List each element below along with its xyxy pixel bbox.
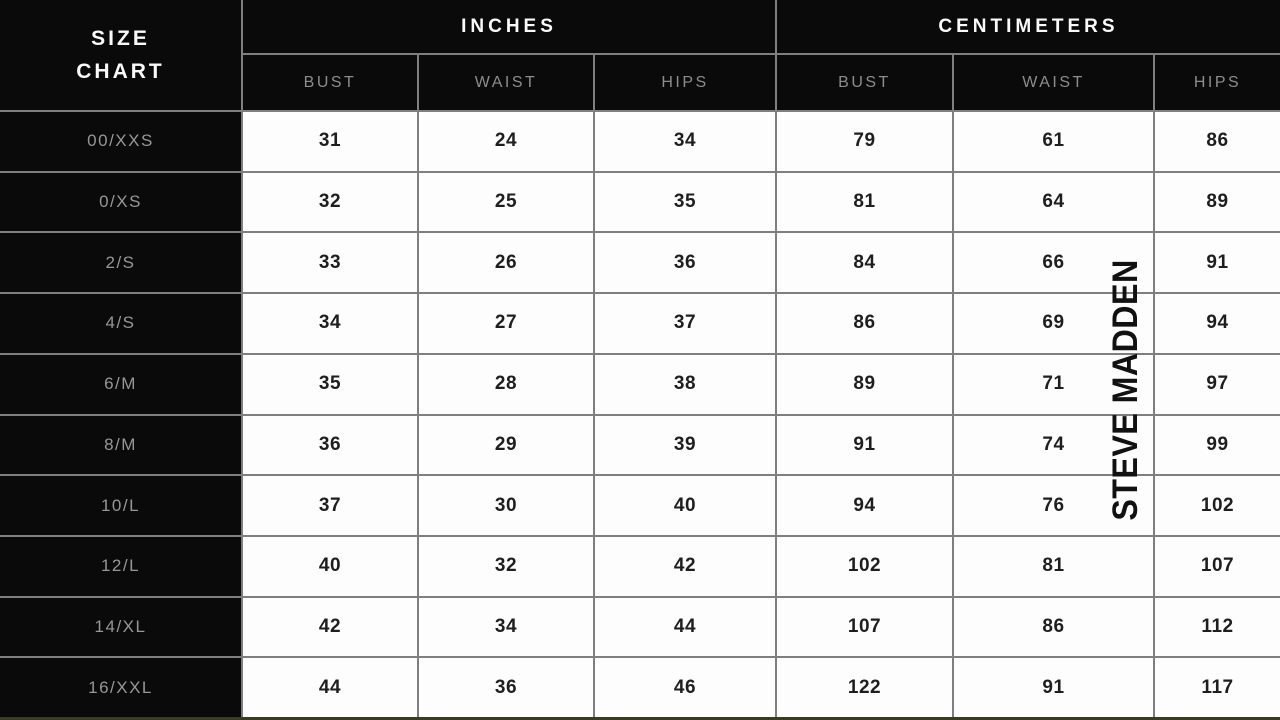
cell-cm-bust: 79: [777, 112, 952, 171]
cell-inches-waist: 27: [419, 294, 593, 353]
cell-inches-bust: 35: [243, 355, 417, 414]
cell-inches-waist: 34: [419, 598, 593, 657]
cell-inches-hips: 34: [595, 112, 775, 171]
cell-inches-hips: 42: [595, 537, 775, 596]
column-header-cm-hips: HIPS: [1155, 55, 1280, 110]
cell-cm-waist: 61: [954, 112, 1153, 171]
cell-cm-bust: 102: [777, 537, 952, 596]
steve-madden-logo: STEVE MADDEN: [1106, 259, 1145, 521]
row-size-label: 4/S: [0, 294, 241, 353]
cell-inches-hips: 37: [595, 294, 775, 353]
cell-cm-waist: 66: [954, 233, 1153, 292]
cell-inches-hips: 44: [595, 598, 775, 657]
cell-cm-waist: 64: [954, 173, 1153, 232]
cell-cm-waist: 91: [954, 658, 1153, 717]
cell-inches-waist: 29: [419, 416, 593, 475]
cell-inches-hips: 40: [595, 476, 775, 535]
column-group-inches: INCHES: [243, 0, 775, 53]
row-size-label: 8/M: [0, 416, 241, 475]
cell-inches-bust: 44: [243, 658, 417, 717]
cell-cm-hips: 94: [1155, 294, 1280, 353]
row-size-label: 14/XL: [0, 598, 241, 657]
cell-inches-waist: 24: [419, 112, 593, 171]
size-chart-title-line1: SIZE: [91, 27, 150, 50]
cell-cm-waist: 81: [954, 537, 1153, 596]
cell-cm-hips: 99: [1155, 416, 1280, 475]
row-size-label: 0/XS: [0, 173, 241, 232]
cell-inches-hips: 39: [595, 416, 775, 475]
cell-cm-hips: 86: [1155, 112, 1280, 171]
cell-cm-waist: 76: [954, 476, 1153, 535]
size-chart-title: [0, 0, 241, 110]
cell-cm-hips: 112: [1155, 598, 1280, 657]
row-size-label: 6/M: [0, 355, 241, 414]
cell-cm-hips: 89: [1155, 173, 1280, 232]
cell-cm-waist: 74: [954, 416, 1153, 475]
cell-cm-bust: 107: [777, 598, 952, 657]
row-size-label: 16/XXL: [0, 658, 241, 717]
cell-cm-bust: 89: [777, 355, 952, 414]
cell-inches-bust: 37: [243, 476, 417, 535]
cell-cm-waist: 71: [954, 355, 1153, 414]
cell-inches-waist: 36: [419, 658, 593, 717]
cell-cm-hips: 91: [1155, 233, 1280, 292]
row-size-label: 10/L: [0, 476, 241, 535]
cell-inches-waist: 30: [419, 476, 593, 535]
column-header-inches-waist: WAIST: [419, 55, 593, 110]
cell-cm-waist: 69: [954, 294, 1153, 353]
column-group-centimeters: CENTIMETERS: [777, 0, 1280, 53]
cell-inches-hips: 38: [595, 355, 775, 414]
cell-inches-waist: 25: [419, 173, 593, 232]
column-header-inches-bust: BUST: [243, 55, 417, 110]
cell-inches-bust: 42: [243, 598, 417, 657]
cell-inches-bust: 34: [243, 294, 417, 353]
row-size-label: 00/XXS: [0, 112, 241, 171]
cell-inches-bust: 31: [243, 112, 417, 171]
cell-inches-bust: 36: [243, 416, 417, 475]
cell-cm-hips: 117: [1155, 658, 1280, 717]
column-header-inches-hips: HIPS: [595, 55, 775, 110]
cell-inches-bust: 32: [243, 173, 417, 232]
cell-inches-bust: 33: [243, 233, 417, 292]
column-header-cm-bust: BUST: [777, 55, 952, 110]
cell-cm-hips: 107: [1155, 537, 1280, 596]
cell-inches-waist: 28: [419, 355, 593, 414]
cell-inches-hips: 35: [595, 173, 775, 232]
cell-cm-bust: 94: [777, 476, 952, 535]
cell-cm-hips: 97: [1155, 355, 1280, 414]
cell-inches-bust: 40: [243, 537, 417, 596]
cell-cm-bust: 91: [777, 416, 952, 475]
row-size-label: 2/S: [0, 233, 241, 292]
cell-cm-hips: 102: [1155, 476, 1280, 535]
column-header-cm-waist: WAIST: [954, 55, 1153, 110]
cell-cm-bust: 84: [777, 233, 952, 292]
cell-cm-bust: 81: [777, 173, 952, 232]
size-chart-title-line2: CHART: [76, 60, 165, 83]
cell-cm-waist: 86: [954, 598, 1153, 657]
cell-inches-waist: 26: [419, 233, 593, 292]
cell-inches-waist: 32: [419, 537, 593, 596]
cell-inches-hips: 36: [595, 233, 775, 292]
cell-inches-hips: 46: [595, 658, 775, 717]
cell-cm-bust: 122: [777, 658, 952, 717]
cell-cm-bust: 86: [777, 294, 952, 353]
row-size-label: 12/L: [0, 537, 241, 596]
